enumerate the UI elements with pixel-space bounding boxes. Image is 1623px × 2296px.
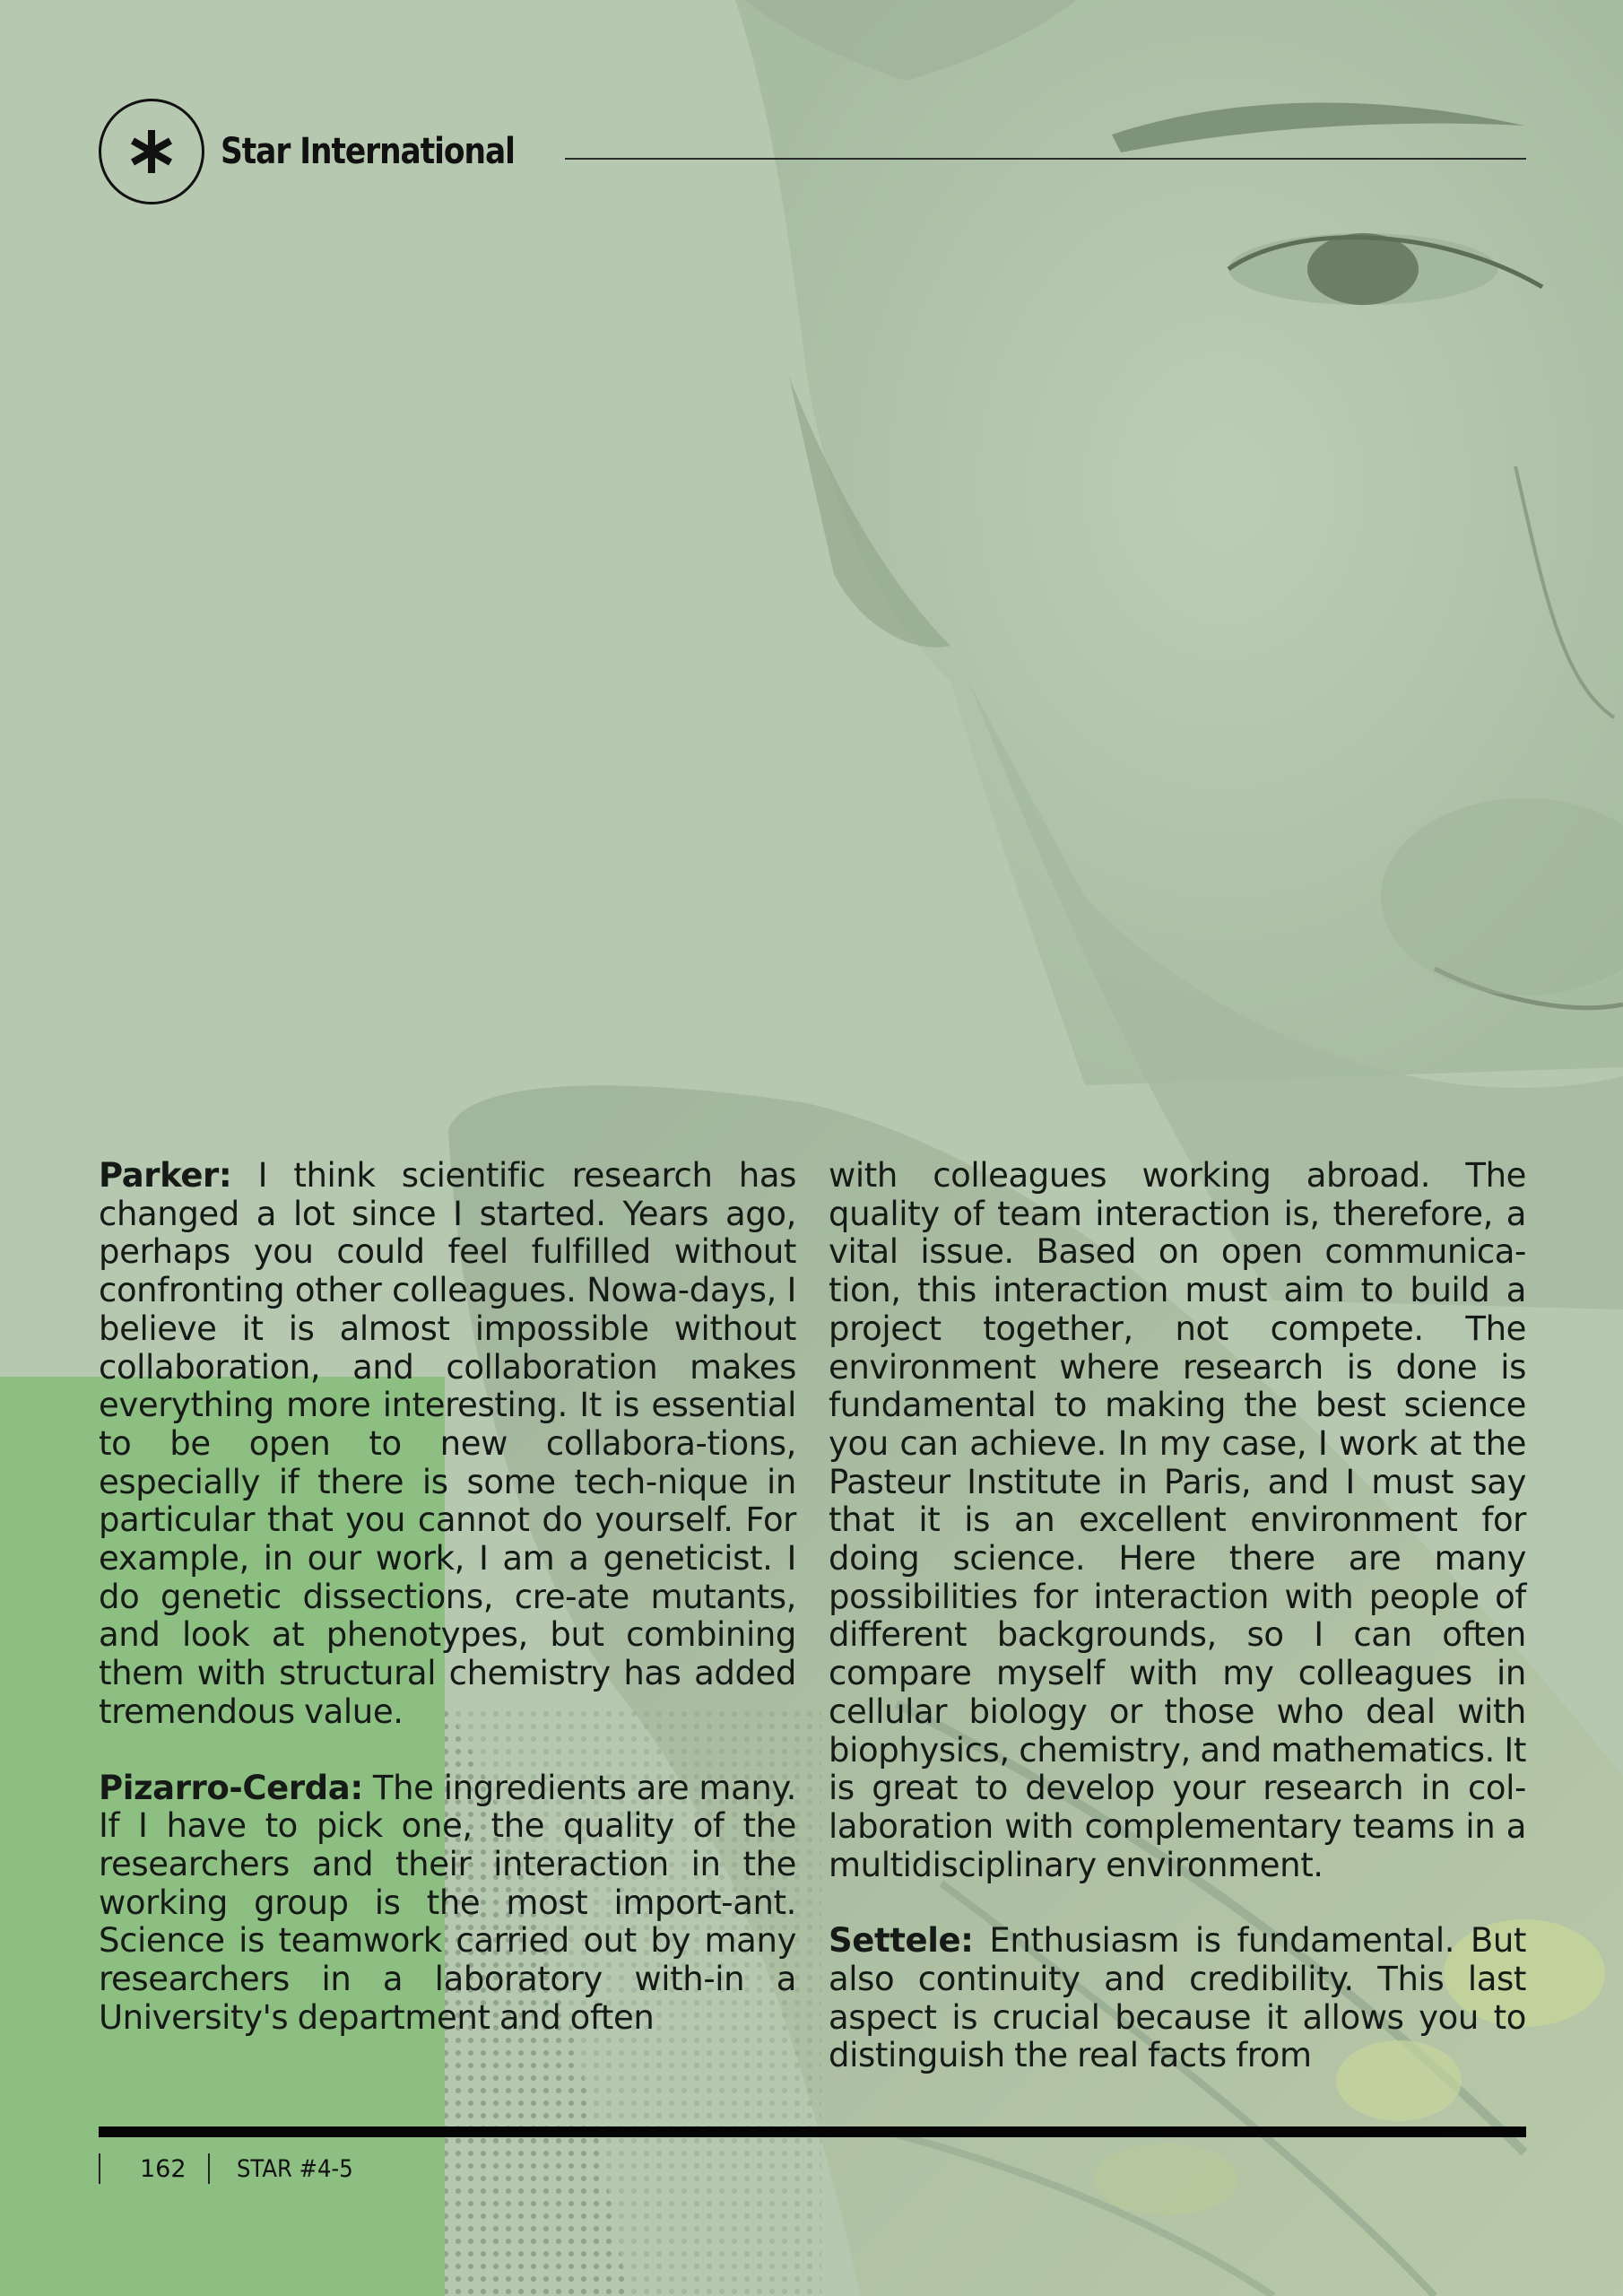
issue-label: STAR #4-5: [236, 2154, 353, 2183]
footer-divider: [99, 2153, 100, 2184]
footer-rule: [99, 2126, 1526, 2137]
paragraph-text: The ingredients are many. If I have to pick one, the quality of the researchers and their interaction in the working group is the most import-ant. Science is teamwork carried out by many researchers in a laboratory with-in a University's department and often: [99, 1768, 796, 2037]
paragraph-text: with colleagues working abroad. The quality of team interaction is, therefore, a vital issue. Based on open communica-tion, this interaction must aim to build a project together, not compete. The environment where research is done is fundamental to making the best science you can achieve. In my case, I work at the Pasteur Institute in Paris, and I must say that it is an excellent environment for doing science. Here there are many possibilities for interaction with people of different backgrounds, so I can often compare myself with my colleagues in cellular biology or those who deal with biophysics, chemistry, and mathematics. It is great to develop your research in col-laboration with complementary teams in a multidisciplinary environment.: [829, 1156, 1526, 1884]
brand-name: Star International: [221, 131, 515, 172]
page-number: 162: [140, 2154, 187, 2183]
speaker-label: Parker:: [99, 1156, 232, 1195]
brand-logo: [99, 99, 562, 204]
speaker-label: Settele:: [829, 1921, 974, 1961]
paragraph-settele: [829, 1922, 1526, 2075]
paragraph-continued: [829, 1157, 1526, 1884]
paragraph-text: Enthusiasm is fundamental. But also continuity and credibility. This last aspect is crucial because it allows you to distinguish the real facts from: [829, 1921, 1526, 2075]
paragraph-parker: [99, 1157, 796, 1732]
paragraph-pizarro-cerda: [99, 1770, 796, 2038]
header-rule: [565, 158, 1526, 160]
asterisk-icon: [99, 99, 204, 204]
page-footer: [99, 2149, 366, 2188]
article-column-right: [829, 1157, 1526, 2113]
speaker-label: Pizarro-Cerda:: [99, 1768, 363, 1807]
paragraph-text: I think scientific research has changed a lot since I started. Years ago, perhaps you could feel fulfilled without confronting other colleagues. Nowa-days, I believe it is almost impossible without collaboration, and collaboration makes everything more interesting. It is essential to be open to new collabora-tions, especially if there is some tech-nique in particular that you cannot do yourself. For example, in our work, I am a geneticist. I do genetic dissections, cre-ate mutants, and look at phenotypes, but combining them with structural chemistry has added tremendous value.: [99, 1156, 796, 1731]
article-column-left: [99, 1157, 796, 2074]
footer-divider: [208, 2153, 210, 2184]
